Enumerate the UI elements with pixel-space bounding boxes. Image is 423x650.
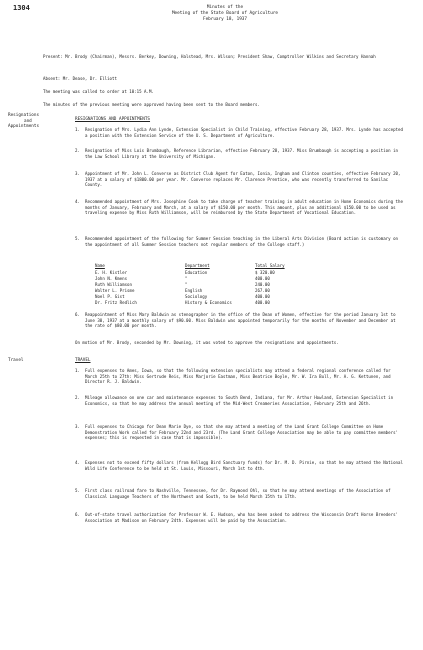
table-row: John N. Kmens " 400.00: [95, 276, 270, 281]
appointment-item-5: 5. Recommended appointment of the following for Summer Session teaching in the Liberal Arts Division (Board action is customary on the appointment of all Summer Session teachers not regular members of the College staff.): [75, 236, 399, 247]
resignation-item-1: 1. Resignation of Mrs. Lydia Ann Lynde, Extension Specialist in Child Training, effective February 28, 1937. Mrs. Lynde has accepted a position with the Extension Service of the U. S. Department of Agriculture.: [75, 127, 403, 138]
reappointment-item-6: 6. Reappointment of Miss Mary Baldwin as stenographer in the office of the Dean of Women, effective for the period January 1st to June 30, 1937 at a monthly salary of $90.00. Miss Baldwin was appointed temporarily for the months of November and December at the rate of $80.00 per month.: [75, 312, 396, 329]
margin-label-resignations: Resignations and Appointments: [8, 113, 40, 130]
summer-session-salary-table: [95, 263, 315, 306]
page-number: 1304: [13, 4, 30, 12]
table-row: Walter L. Prisme English 267.00: [95, 288, 270, 293]
column-header-name: Name: [95, 263, 105, 268]
appointment-item-4: 4. Recommended appointment of Mrs. Josephine Cook to take charge of teacher training in adult education in Home Economics during the months of January, February and March, at a salary of $150.00 per month. This amount, plus an additional $150.00 to be used as traveling expense by Miss Ruth Williamson, will be reimbursed by the State Department of Vocational Education.: [75, 199, 403, 216]
header-line-2: Meeting of the State Board of Agriculture: [171, 11, 279, 16]
table-row: Ruth Williamson " 240.00: [95, 282, 270, 287]
travel-item-2: 2. Mileage allowance on one car and maintenance expenses to South Bend, Indiana, for Mr. Arthur Howland, Extension Specialist in Economics, so that he may address the annual meeting of the Mid-West Creameries Association, February 25th and 26th.: [75, 395, 394, 406]
table-row: Dr. Fritz Redlich History & Economics 400.00: [95, 300, 270, 305]
salary-table-header-row: [95, 263, 315, 270]
absent-members: Absent: Mr. Dease, Dr. Elliott: [43, 76, 117, 81]
table-row: E. H. Kistler Education $ 320.00: [95, 270, 275, 275]
appointment-item-3: 3. Appointment of Mr. John L. Converse as District Club Agent for Eaton, Ionia, Ingham and Clinton counties, effective February 20, 1937 at a salary of $1800.00 per year. Mr. Converse replaces Mr. Clarence Prentice, who was recently transferred to Sanilac County.: [75, 171, 401, 188]
table-row: Noel P. Gist Sociology 400.00: [95, 294, 270, 299]
present-attendees: Present: Mr. Brody (Chairman), Messrs. Berkey, Downing, Halstead, Mrs. Wilson; President Shaw, Comptroller Wilkins and Secretary Hannah: [43, 54, 376, 59]
travel-item-4: 4. Expenses not to exceed fifty dollars (from Kellogg Bird Sanctuary funds) for Dr. M. D. Pirnie, so that he may attend the National Wild Life Conference to be held at St. Louis, Missouri, March 1st to 4th.: [75, 460, 403, 471]
travel-heading: TRAVEL: [75, 358, 91, 363]
resignations-motion: On motion of Mr. Brody, seconded by Mr. Downing, it was voted to approve the resignations and appointments.: [75, 340, 339, 345]
travel-item-5: 5. First class railroad fare to Nashville, Tennessee, for Dr. Raymond Ohl, so that he may attend meetings of the Association of Classical Language Teachers of the Northwest and South, to be held March 15th to 17th.: [75, 488, 391, 499]
column-header-total-salary: Total Salary: [255, 263, 285, 268]
margin-label-travel: Travel: [8, 358, 24, 363]
column-header-department: Department: [185, 263, 210, 268]
resignation-item-2: 2. Resignation of Miss Lois Brumbaugh, Reference Librarian, effective February 28, 1937. Miss Brumbaugh is accepting a position in the Law School Library at the University of Michigan.: [75, 148, 399, 159]
header-line-3: February 18, 1937: [203, 17, 247, 22]
travel-item-1: 1. Full expenses to Ames, Iowa, so that the following extension specialists may attend a federal regional conference called for March 25th to 27th: Miss Gertrude Reis, Miss Marjorie Eastman, Miss Beatrice Boyle, Mr. W. Ira Bull, Mr. A. G. Kettunen, and Director R. J. Baldwin.: [75, 368, 391, 385]
header-line-1: Minutes of the: [206, 5, 244, 10]
travel-item-6: 6. Out-of-state travel authorization for Professor W. E. Hudson, who has been asked to address the Wisconsin Draft Horse Breeders' Association at Madison on February 24th. Expenses will be paid by the Association.: [75, 512, 399, 523]
called-to-order: The meeting was called to order at 10:15 A.M.: [43, 89, 154, 94]
minutes-approved: The minutes of the previous meeting were approved having been sent to the Board members.: [43, 102, 260, 107]
travel-item-3: 3. Full expenses to Chicago for Dean Marie Dye, so that she may attend a meeting of the Land Grant College Committee on Home Demonstration Work called for February 22nd and 23rd. (The Land Grant College Association may be able to pay committee members' expenses; this is requested in case that is impossible).: [75, 424, 399, 441]
document-header: [150, 5, 300, 23]
resignations-heading: RESIGNATIONS AND APPOINTMENTS: [75, 117, 151, 122]
